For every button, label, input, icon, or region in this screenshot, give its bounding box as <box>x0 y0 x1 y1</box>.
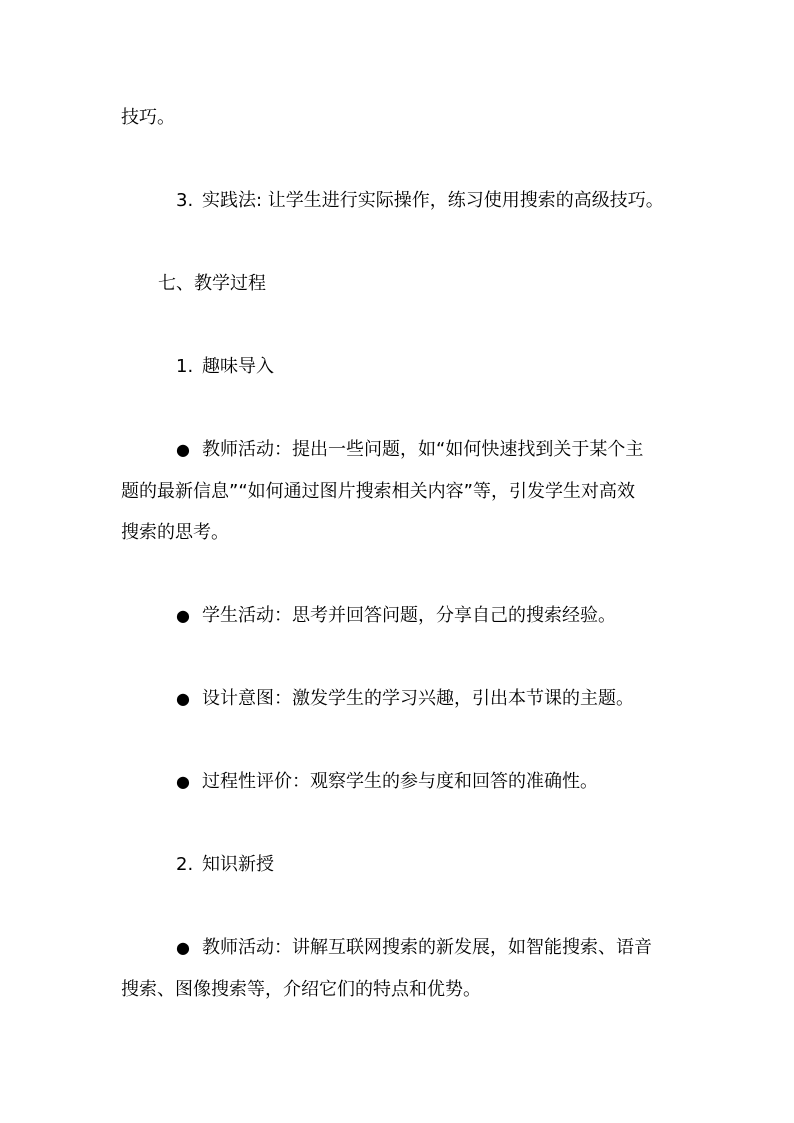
section-heading <box>158 272 266 296</box>
paragraph-fragment <box>121 106 175 130</box>
step-heading-2 <box>176 853 274 877</box>
bullet-text: 过程性评价：观察学生的参与度和回答的准确性。 <box>202 771 598 792</box>
step-number: 2. <box>176 854 194 875</box>
bullet-icon: ● <box>176 440 190 459</box>
bullet-icon: ● <box>176 689 190 708</box>
bullet-text: 教师活动：提出一些问题，如“如何快速找到关于某个主 <box>202 439 644 460</box>
step-number: 1. <box>176 356 194 377</box>
design-intent-1 <box>176 687 634 711</box>
bullet-text-continuation: 搜索的思考。 <box>121 522 229 543</box>
bullet-text: 学生活动：思考并回答问题，分享自己的搜索经验。 <box>202 605 616 626</box>
bullet-text: 设计意图：激发学生的学习兴趣，引出本节课的主题。 <box>202 688 634 709</box>
step-title: 趣味导入 <box>202 356 274 377</box>
bullet-text-continuation: 题的最新信息”“如何通过图片搜索相关内容”等，引发学生对高效 <box>121 481 635 502</box>
teacher-activity-1-line-1 <box>176 438 643 462</box>
section-heading-text: 七、教学过程 <box>158 273 266 294</box>
teacher-activity-1-line-2 <box>121 480 635 504</box>
bullet-icon: ● <box>176 772 190 791</box>
paragraph-fragment-text: 技巧。 <box>121 107 175 128</box>
process-evaluation-1 <box>176 770 598 794</box>
bullet-text: 教师活动：讲解互联网搜索的新发展，如智能搜索、语音 <box>202 937 652 958</box>
method-item-text: 实践法: 让学生进行实际操作，练习使用搜索的高级技巧。 <box>202 190 664 211</box>
teacher-activity-2-line-2 <box>121 978 481 1002</box>
method-item-number: 3. <box>176 190 194 211</box>
method-item-3 <box>176 189 664 213</box>
teacher-activity-2-line-1 <box>176 936 652 960</box>
bullet-icon: ● <box>176 938 190 957</box>
teacher-activity-1-line-3 <box>121 521 229 545</box>
bullet-icon: ● <box>176 606 190 625</box>
step-title: 知识新授 <box>202 854 274 875</box>
step-heading-1 <box>176 355 274 379</box>
student-activity-1 <box>176 604 616 628</box>
bullet-text-continuation: 搜索、图像搜索等，介绍它们的特点和优势。 <box>121 979 481 1000</box>
